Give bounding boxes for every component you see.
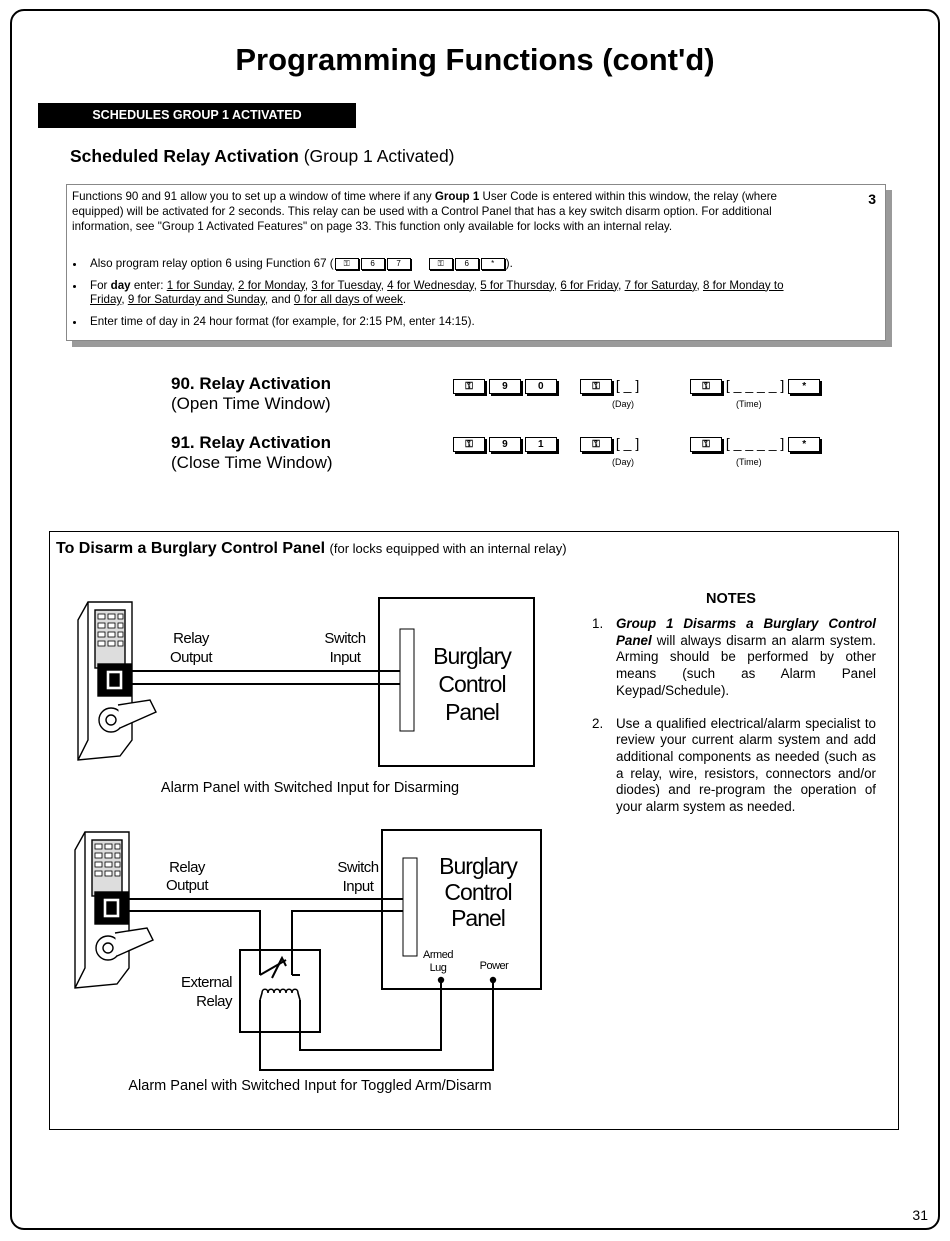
label-line: Panel: [445, 699, 499, 725]
time-field: [ _ _ _ _ ]: [725, 377, 785, 393]
day-option: 1 for Sunday: [166, 278, 232, 292]
key-1: 1: [525, 437, 557, 452]
label-line: Armed: [423, 949, 453, 961]
bullet-time: • Enter time of day in 24 hour format (for example, for 2:15 PM, enter 14:15).: [86, 315, 806, 330]
day-option: 7 for Saturday: [624, 278, 697, 292]
bullet2-day: day: [110, 278, 131, 292]
heading-normal: (Group 1 Activated): [303, 146, 455, 166]
bullet1-post: ).: [505, 257, 513, 270]
bullet1-pre: Also program relay option 6 using Function 67 (: [90, 257, 334, 270]
time-label: (Time): [736, 399, 762, 409]
key-star: *: [481, 258, 505, 270]
switch-input-label-1: [320, 629, 370, 667]
key-icon: ⚿: [335, 258, 359, 270]
terminal-strip-2: [403, 858, 417, 956]
disarm-title-note: (for locks equipped with an internal relay): [329, 541, 567, 556]
label-line: Lug: [429, 962, 447, 974]
day-option: 9 for Saturday and Sunday: [127, 293, 265, 306]
day-option: 8 for Monday to Friday: [90, 278, 784, 306]
label-line: Panel: [451, 905, 505, 931]
relay-coil-icon: [260, 989, 300, 1000]
info-number: 3: [868, 191, 876, 207]
key-9: 9: [489, 437, 521, 452]
label-line: Output: [165, 877, 209, 894]
info-group: Group 1: [434, 190, 480, 203]
time-label: (Time): [736, 457, 762, 467]
label-line: Relay: [173, 630, 209, 647]
label-line: Input: [329, 649, 361, 666]
key-7: 7: [387, 258, 411, 270]
time-field: [ _ _ _ _ ]: [725, 435, 785, 451]
note-number: 1.: [592, 616, 604, 631]
terminal-strip-1: [400, 629, 414, 731]
key-icon: ⚿: [429, 258, 453, 270]
key-icon: ⚿: [580, 379, 612, 394]
heading-bold: Scheduled Relay Activation: [70, 146, 299, 166]
key-icon: ⚿: [453, 437, 485, 452]
label-line: Control: [438, 671, 506, 697]
function-subtitle: (Open Time Window): [171, 394, 331, 413]
key-0: 0: [525, 379, 557, 394]
key-star: *: [788, 379, 820, 394]
notes-list: [592, 616, 876, 832]
panel-label-2: [426, 853, 530, 931]
key-star: *: [788, 437, 820, 452]
label-line: Burglary: [439, 853, 517, 879]
notes-title: NOTES: [706, 591, 756, 607]
label-line: Burglary: [433, 643, 511, 669]
function-title: 90. Relay Activation: [171, 374, 331, 393]
info-text-2: User Code is entered within this window, the relay (where equipped) will be activated for 2 seconds. This relay can be used with a Control Panel that has a key switch disarm option. For additional information, see "Group 1 Activated Features" on page 33. This function only available for locks with an internal relay.: [72, 190, 778, 233]
label-line: Output: [169, 649, 213, 666]
days-and: , and: [264, 293, 294, 306]
bullet2-mid: enter:: [130, 278, 167, 292]
page-title: Programming Functions (cont'd): [235, 42, 715, 77]
day-label: (Day): [612, 457, 634, 467]
switch-input-label-2: [334, 858, 382, 896]
key-icon: ⚿: [580, 437, 612, 452]
page-number: 31: [912, 1207, 928, 1223]
note-item: [592, 616, 876, 700]
bullet-day: • For day enter: 1 for Sunday, 2 for Monday, 3 for Tuesday, 4 for Wednesday, 5 for Thursday, 6 for Friday, 7 for Saturday, 8 for Monday to Friday, 9 for Saturday and Sunday, and 0 for all days of week.: [86, 279, 806, 308]
note1-text: will always disarm an alarm system. Arming should be performed by other means (such as Alarm Panel Keypad/Schedule).: [616, 632, 876, 698]
key-icon: ⚿: [453, 379, 485, 394]
bullet2-pre: For: [90, 278, 111, 292]
armed-lug-label: [417, 949, 459, 975]
note1-bold: Group 1 Disarms a Burglary Control Panel: [616, 616, 876, 648]
day-option: 0 for all days of week: [293, 293, 403, 306]
function-title: 91. Relay Activation: [171, 433, 331, 452]
label-line: Control: [444, 879, 512, 905]
day-label: (Day): [612, 399, 634, 409]
label-line: Relay: [169, 859, 205, 876]
external-relay-label: [180, 973, 232, 1011]
disarm-title-bold: To Disarm a Burglary Control Panel: [56, 540, 326, 557]
label-line: Switch: [324, 630, 366, 647]
day-option: 5 for Thursday: [480, 278, 554, 292]
relay-output-label-2: [162, 859, 212, 895]
label-line: External: [180, 974, 232, 991]
key-9: 9: [489, 379, 521, 394]
relay-switch-icon: [260, 958, 300, 978]
label-line: Relay: [196, 993, 232, 1010]
section-bar: SCHEDULES GROUP 1 ACTIVATED: [38, 103, 356, 128]
note2-text: Use a qualified electrical/alarm specialist to review your current alarm system and add additional components as needed (such as a relay, wire, resistors, connectors and/or diodes) and re-program the operation of your alarm system as needed.: [616, 715, 876, 815]
function-subtitle: (Close Time Window): [171, 453, 333, 472]
info-text: Functions 90 and 91 allow you to set up a window of time where if any: [72, 190, 435, 203]
day-option: 3 for Tuesday: [311, 278, 381, 292]
day-field: [ _ ]: [615, 435, 640, 451]
key-6: 6: [455, 258, 479, 270]
label-line: Switch: [337, 859, 379, 876]
power-label: Power: [479, 960, 509, 972]
panel-label-1: [420, 642, 524, 726]
key-icon: ⚿: [690, 437, 722, 452]
key-6: 6: [361, 258, 385, 270]
diagram2-caption: Alarm Panel with Switched Input for Toggled Arm/Disarm: [128, 1078, 492, 1094]
day-option: 4 for Wednesday: [387, 278, 474, 292]
diagram1-caption: Alarm Panel with Switched Input for Disarming: [160, 780, 460, 796]
key-icon: ⚿: [690, 379, 722, 394]
day-option: 2 for Monday: [238, 278, 305, 292]
note-number: 2.: [592, 715, 604, 731]
note-item: [592, 716, 876, 816]
relay-output-label-1: [166, 629, 216, 667]
label-line: Input: [342, 878, 374, 895]
day-field: [ _ ]: [615, 377, 640, 393]
lock-illustration-1: [78, 602, 156, 760]
day-option: 6 for Friday: [560, 278, 619, 292]
